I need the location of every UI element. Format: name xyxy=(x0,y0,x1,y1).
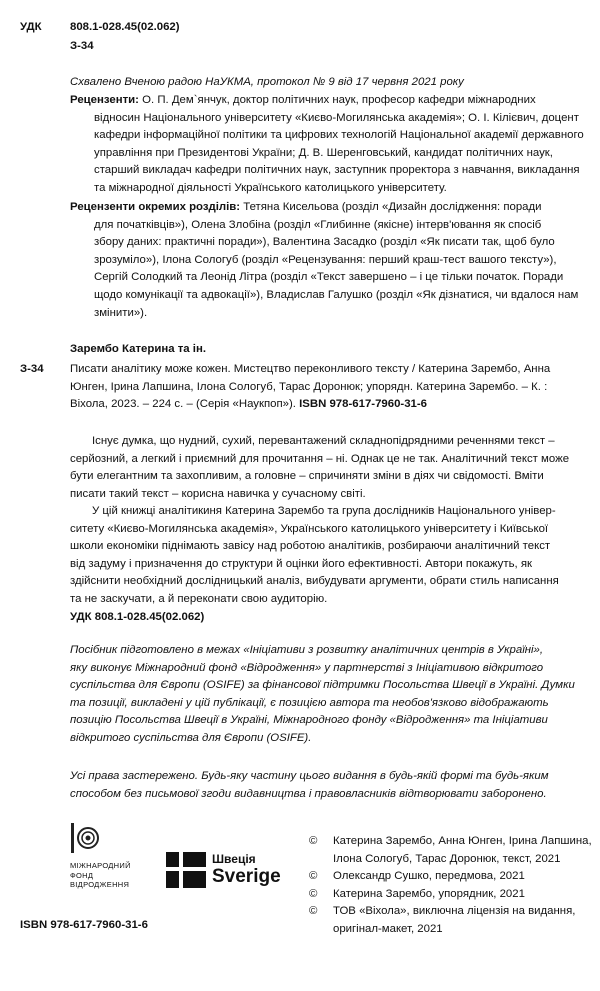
abstract-paragraph-2 xyxy=(70,503,590,609)
copyright-0-line-0: Катерина Зарембо, Анна Юнген, Ірина Лапшина, xyxy=(333,835,592,847)
reviewers-line-5: та міжнародної діяльності Українського католицького університету. xyxy=(94,181,447,194)
reviewers-line-4: старший викладач кафедри політичних наук, заступник проректора з навчання, викладання xyxy=(94,164,580,177)
rights-line-1: способом без письмової згоди видавництва і правовласників відтворювати заборонено. xyxy=(70,787,547,800)
abstract-p2-line-0: У цій книжці аналітикиня Катерина Зарембо та група дослідників Національного універ- xyxy=(92,505,556,517)
copyright-2-line-0: Катерина Зарембо, упорядник, 2021 xyxy=(333,887,525,900)
irf-logo xyxy=(70,822,131,890)
copyright-1-line-0: Олександр Сушко, передмова, 2021 xyxy=(333,870,525,883)
abstract-p2-line-1: ситету «Києво-Могилянська академія», Українського католицького університету і Київської xyxy=(70,522,549,535)
support-line-4: позицію Посольства Швеції в Україні, Міжнародного фонду «Відродження» та Ініціативи xyxy=(70,714,548,727)
copyright-symbol: © xyxy=(309,887,318,900)
copyright-symbol: © xyxy=(309,835,318,847)
catalog-line-0: Писати аналітику може кожен. Мистецтво переконливого тексту / Катерина Зарембо, Анна xyxy=(70,363,551,375)
section-reviewers-line-6: змінити»). xyxy=(94,306,148,319)
catalog-isbn: ISBN 978-617-7960-31-6 xyxy=(299,398,427,411)
copyright-3-line-0: ТОВ «Віхола», виключна ліцензія на видання, xyxy=(333,905,576,918)
support-line-5: відкритого суспільства для Європи (OSIFE). xyxy=(70,731,312,744)
abstract-p1-line-1: серйозний, а легкий і приємний для прочитання – ні. Однак це не так. Аналітичний текст може xyxy=(70,452,570,465)
rights-line-0: Усі права застережено. Будь-яку частину цього видання в будь-якій формі та будь-яким xyxy=(70,770,549,782)
approval-note: Схвалено Вченою радою НаУКМА, протокол № 9 від 17 червня 2021 року xyxy=(70,76,464,88)
isbn-footer: ISBN 978-617-7960-31-6 xyxy=(20,919,148,931)
section-reviewers-block xyxy=(70,199,590,322)
abstract-p1-line-2: бути елегантним та захопливим, а головне – спричиняти зміни в діях чи свідомості. Вміти xyxy=(70,470,544,483)
udk-value: 808.1-028.45(02.062) xyxy=(70,21,180,33)
reviewers-line-0: О. П. Дем`янчук, доктор політичних наук, професор кафедри міжнародних xyxy=(142,94,536,106)
reviewers-block xyxy=(70,92,590,198)
section-reviewers-line-2: збору даних: практичні поради»), Валентина Засадко (розділ «Як писати так, щоб було xyxy=(94,236,555,249)
section-reviewers-line-3: зрозуміло»), Ілона Сологуб (розділ «Рецензування: перший краш-тест вашого тексту»), xyxy=(94,253,557,266)
section-reviewers-line-5: щодо комунікації та адвокації»), Владислав Галушко (розділ «Як дізнатися, чи вдалося нам xyxy=(94,288,579,301)
copyright-0-line-1: Ілона Сологуб, Тарас Доронюк, текст, 2021 xyxy=(333,852,561,865)
abstract-p1-line-0: Існує думка, що нудний, сухий, перевантажений складнопідрядними реченнями текст – xyxy=(92,435,555,447)
abstract-p2-line-2: школи економіки піднімають завісу над роботою аналітиків, розбираючи аналітичний текст xyxy=(70,540,551,553)
abstract-p1-line-3: писати такий текст – корисна навичка у сучасному світі. xyxy=(70,487,366,500)
copyright-symbol: © xyxy=(309,905,318,918)
irf-line-2: ВІДРОДЖЕННЯ xyxy=(70,880,130,889)
copyright-entry xyxy=(309,833,594,868)
copyright-3-line-1: оригінал-макет, 2021 xyxy=(333,922,443,935)
support-line-3: та позиції, викладені у цій публікації, є позицією автора та необов'язково відображають xyxy=(70,696,549,709)
abstract-p2-line-3: від задуму і призначення до структури й оцінки його ефективності. Автори покажуть, як xyxy=(70,557,533,570)
section-reviewers-line-0: Тетяна Кисельова (розділ «Дизайн дослідження: поради xyxy=(243,201,542,213)
reviewers-line-3: управління при Президентові України; Д. В. Шеренговський, кандидат політичних наук, xyxy=(94,146,553,159)
support-note xyxy=(70,642,590,748)
section-reviewers-line-1: для початківців»), Олена Злобіна (розділ «Глибинне (якісне) інтерв'ювання як спосіб xyxy=(94,218,542,231)
abstract-p2-line-4: здійснити необхідний дослідницький аналіз, вибудувати аргументи, обрати стиль написання xyxy=(70,575,559,588)
sweden-label-big: Sverige xyxy=(212,866,281,887)
reviewers-line-1: відносин Національного університету «Києво-Могилянська академія»; О. І. Кілієвич, доцент xyxy=(94,111,579,124)
irf-logo-mark-icon xyxy=(70,822,100,854)
catalog-description xyxy=(70,361,590,414)
support-line-2: суспільства для Європи (OSIFE) за фінансової підтримки Посольства Швеції в Україні. Думки xyxy=(70,679,575,692)
copyright-entry xyxy=(309,903,594,938)
copyright-entry xyxy=(309,868,594,886)
catalog-line-1: Юнген, Ірина Лапшина, Ілона Сологуб, Тарас Доронюк; упорядн. Катерина Зарембо. – К. : xyxy=(70,380,548,393)
irf-line-1: ФОНД xyxy=(70,870,94,880)
copyright-symbol: © xyxy=(309,870,318,883)
section-reviewers-line-4: Сергій Солодкий та Леонід Літра (розділ «Текст завершено – і це тільки початок. Поради xyxy=(94,271,564,284)
support-line-0: Посібник підготовлено в межах «Ініціативи з розвитку аналітичних центрів в Україні», xyxy=(70,644,544,656)
catalog-line-2: Віхола, 2023. – 224 с. – (Серія «Наукпоп»). xyxy=(70,398,296,411)
reviewers-label: Рецензенти: xyxy=(70,94,139,106)
sweden-flag-icon xyxy=(166,852,206,888)
rights-notice xyxy=(70,768,590,803)
section-reviewers-label: Рецензенти окремих розділів: xyxy=(70,201,241,213)
copyright-entry xyxy=(309,886,594,904)
sweden-logo xyxy=(166,852,281,888)
book-code: З-34 xyxy=(70,40,94,52)
udk-footer: УДК 808.1-028.45(02.062) xyxy=(70,611,205,623)
irf-line-0: МІЖНАРОДНИЙ xyxy=(70,861,131,870)
abstract-paragraph-1 xyxy=(70,433,590,503)
reviewers-line-2: кафедри інформаційної політики та цифрових технологій Національної академії державного xyxy=(94,129,584,142)
copyright-list xyxy=(309,833,594,939)
catalog-code: З-34 xyxy=(20,363,44,375)
udk-label: УДК xyxy=(20,21,42,33)
sweden-label-small: Швеція xyxy=(212,852,256,866)
support-line-1: яку виконує Міжнародний фонд «Відродження» у партнерстві з Ініціативою відкритого xyxy=(70,661,544,674)
abstract-p2-line-5: та не заскучати, а й переконати свою аудиторію. xyxy=(70,592,328,605)
catalog-author: Зарембо Катерина та ін. xyxy=(70,343,207,355)
